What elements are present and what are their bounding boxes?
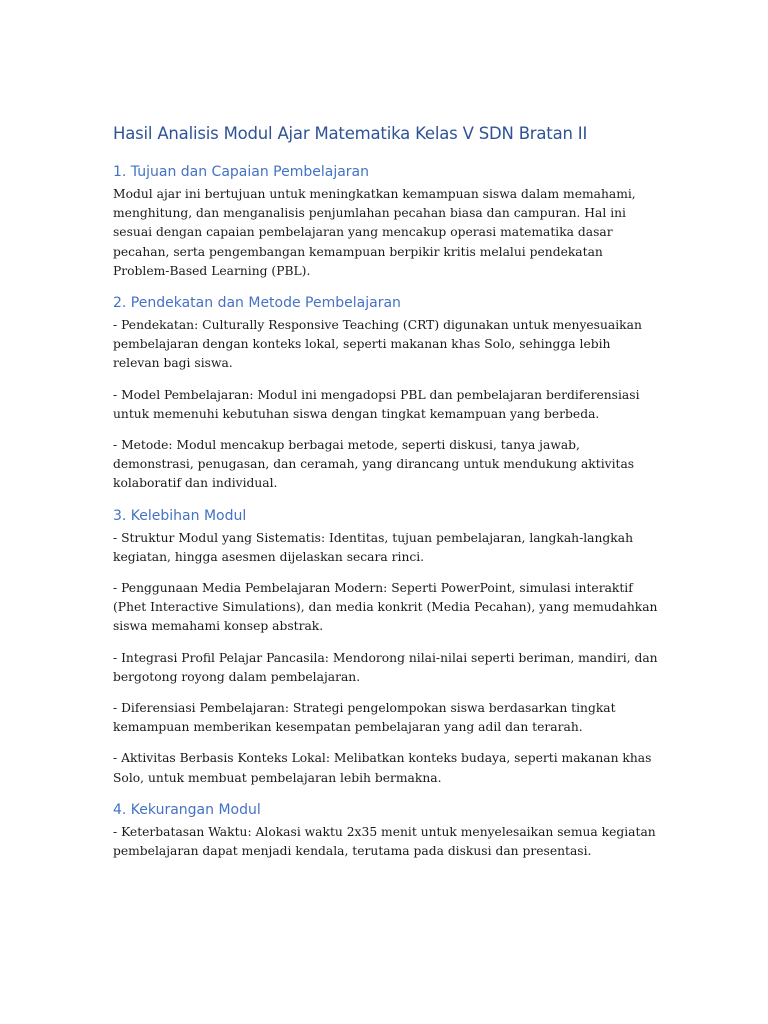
section-kekurangan	[113, 800, 658, 861]
section-heading: 2. Pendekatan dan Metode Pembelajaran	[113, 295, 401, 312]
paragraph: - Integrasi Profil Pelajar Pancasila: Mendorong nilai-nilai seperti beriman, mandiri, dan bergotong royong dalam pembelajaran.	[113, 650, 658, 684]
paragraph: - Aktivitas Berbasis Konteks Lokal: Melibatkan konteks budaya, seperti makanan khas Solo, untuk membuat pembelajaran lebih bermakna.	[113, 751, 652, 785]
paragraph: - Penggunaan Media Pembelajaran Modern: Seperti PowerPoint, simulasi interaktif (Phet Interactive Simulations), dan media konkrit (Media Pecahan), yang memudahkan siswa memahami konsep abstrak.	[113, 581, 658, 634]
paragraph: - Pendekatan: Culturally Responsive Teaching (CRT) digunakan untuk menyesuaikan pembelajaran dengan konteks lokal, seperti makanan khas Solo, sehingga lebih relevan bagi siswa.	[113, 318, 642, 371]
paragraph: Modul ajar ini bertujuan untuk meningkatkan kemampuan siswa dalam memahami, menghitung, dan menganalisis penjumlahan pecahan biasa dan campuran. Hal ini sesuai dengan capaian pembelajaran yang mencakup operasi matematika dasar pecahan, serta pengembangan kemampuan berpikir kritis melalui pendekatan Problem-Based Learning (PBL).	[113, 187, 636, 278]
paragraph: - Diferensiasi Pembelajaran: Strategi pengelompokan siswa berdasarkan tingkat kemampuan memberikan kesempatan pembelajaran yang adil dan terarah.	[113, 701, 616, 735]
paragraph: - Metode: Modul mencakup berbagai metode, seperti diskusi, tanya jawab, demonstrasi, penugasan, dan ceramah, yang dirancang untuk mendukung aktivitas kolaboratif dan individual.	[113, 438, 635, 491]
document-page	[113, 122, 658, 873]
section-heading: 1. Tujuan dan Capaian Pembelajaran	[113, 164, 370, 180]
section-tujuan	[113, 162, 658, 281]
section-kelebihan	[113, 506, 658, 788]
section-heading: 4. Kekurangan Modul	[113, 801, 261, 818]
section-heading: 3. Kelebihan Modul	[113, 507, 247, 524]
paragraph: - Struktur Modul yang Sistematis: Identitas, tujuan pembelajaran, langkah-langkah kegiatan, hingga asesmen dijelaskan secara rinci.	[113, 530, 633, 564]
paragraph: - Keterbatasan Waktu: Alokasi waktu 2x35 menit untuk menyelesaikan semua kegiatan pembelajaran dapat menjadi kendala, terutama pada diskusi dan presentasi.	[113, 824, 656, 859]
section-pendekatan	[113, 293, 658, 494]
document-title: Hasil Analisis Modul Ajar Matematika Kelas V SDN Bratan II	[113, 124, 588, 143]
paragraph: - Model Pembelajaran: Modul ini mengadopsi PBL dan pembelajaran berdiferensiasi untuk memenuhi kebutuhan siswa dengan tingkat kemampuan yang berbeda.	[113, 387, 640, 421]
